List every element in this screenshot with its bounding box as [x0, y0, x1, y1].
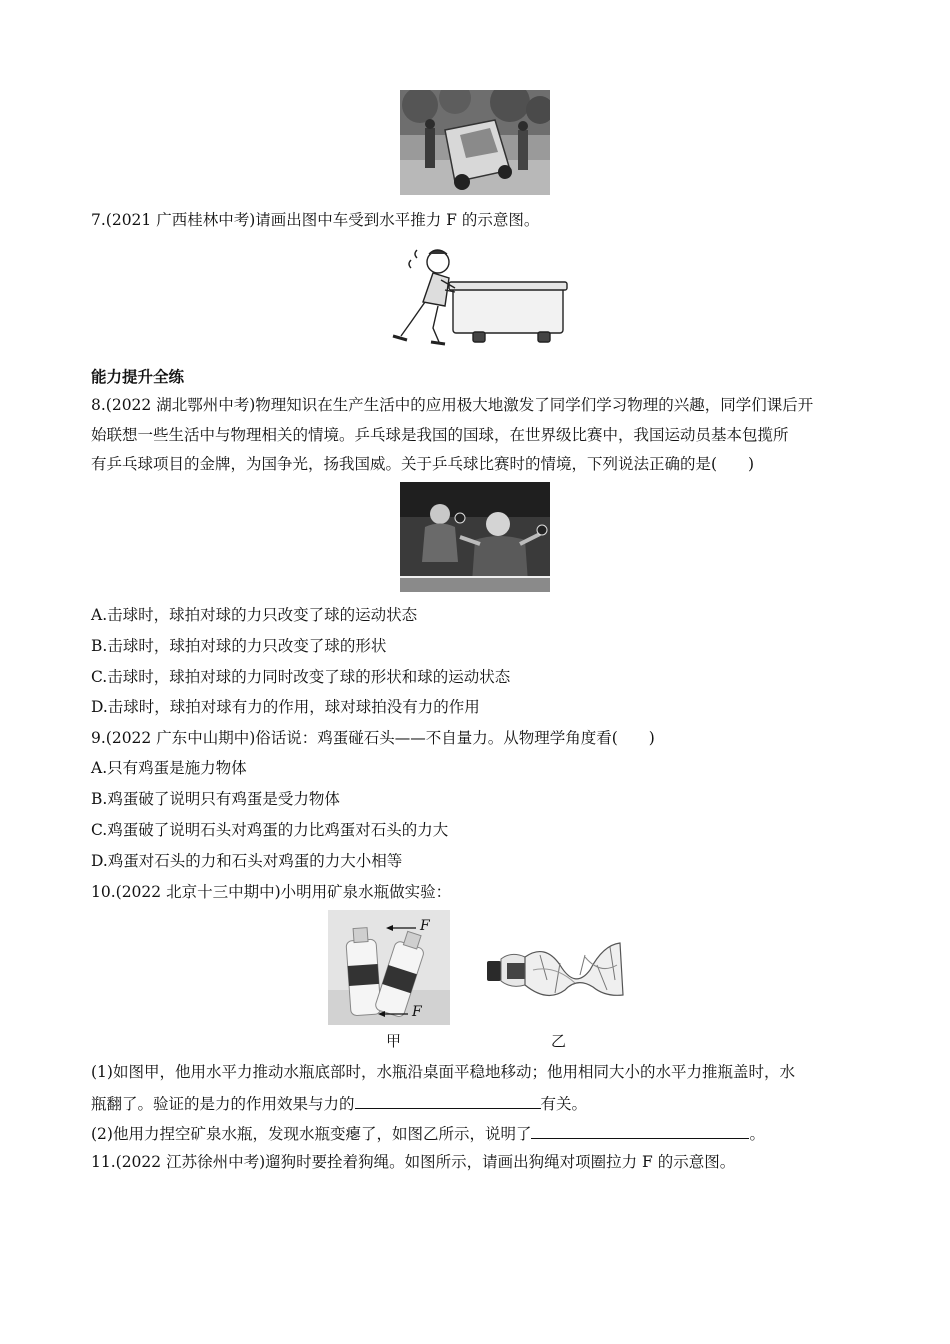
part-1-text-before-blank: 瓶翻了。验证的是力的作用效果与力的: [91, 1095, 355, 1113]
tricycle-photo: [400, 90, 550, 195]
answer-blank-1[interactable]: [355, 1092, 541, 1109]
question-9-option-a: A.只有鸡蛋是施力物体: [91, 759, 247, 777]
question-8-option-a: A.击球时，球拍对球的力只改变了球的运动状态: [91, 606, 418, 624]
water-bottles-figure-jia: [328, 910, 450, 1025]
caption-jia: 甲: [386, 1032, 402, 1050]
question-8-option-d: D.击球时，球拍对球有力的作用，球对球拍没有力的作用: [91, 698, 480, 716]
question-8-option-c: C.击球时，球拍对球的力同时改变了球的形状和球的运动状态: [91, 668, 511, 686]
question-8-option-b: B.击球时，球拍对球的力只改变了球的形状: [91, 637, 387, 655]
question-9-option-b: B.鸡蛋破了说明只有鸡蛋是受力物体: [91, 790, 340, 808]
question-10-part-1-line-1: (1)如图甲，他用水平力推动水瓶底部时，水瓶沿桌面平稳地移动；他用相同大小的水平力推瓶盖时，水: [91, 1063, 795, 1081]
answer-blank-2[interactable]: [531, 1122, 749, 1139]
question-8-line-2: 始联想一些生活中与物理相关的情境。乒乓球是我国的国球，在世界级比赛中，我国运动员基本包揽所: [91, 426, 789, 444]
question-10-part-2: [91, 1122, 765, 1144]
crushed-bottle-figure-yi: [485, 935, 625, 1003]
question-8-line-3: 有乒乓球项目的金牌，为国争光，扬我国威。关于乒乓球比赛时的情境，下列说法正确的是( ): [91, 455, 755, 473]
section-title: 能力提升全练: [91, 368, 185, 386]
question-9: 9.(2022 广东中山期中)俗话说：鸡蛋碰石头——不自量力。从物理学角度看( ): [91, 729, 655, 747]
question-9-option-c: C.鸡蛋破了说明石头对鸡蛋的力比鸡蛋对石头的力大: [91, 821, 449, 839]
question-10: 10.(2022 北京十三中期中)小明用矿泉水瓶做实验：: [91, 883, 452, 901]
boy-pushing-cart-figure: [383, 240, 568, 348]
question-9-option-d: D.鸡蛋对石头的力和石头对鸡蛋的力大小相等: [91, 852, 403, 870]
question-8-line-1: 8.(2022 湖北鄂州中考)物理知识在生产生活中的应用极大地激发了同学们学习物理的兴趣，同学们课后开: [91, 396, 814, 414]
question-11: 11.(2022 江苏徐州中考)遛狗时要拴着狗绳。如图所示，请画出狗绳对项圈拉力 F 的示意图。: [91, 1153, 736, 1171]
question-7: 7.(2021 广西桂林中考)请画出图中车受到水平推力 F 的示意图。: [91, 211, 540, 229]
force-label-top: F: [420, 918, 430, 934]
caption-yi: 乙: [551, 1032, 567, 1050]
table-tennis-photo: [400, 482, 550, 592]
part-2-text-before-blank: (2)他用力捏空矿泉水瓶，发现水瓶变瘪了，如图乙所示，说明了: [91, 1125, 532, 1143]
part-1-text-after-blank: 有关。: [540, 1095, 588, 1113]
force-label-bottom: F: [412, 1004, 422, 1020]
part-2-text-after-blank: 。: [749, 1125, 765, 1143]
question-10-part-1-line-2: [91, 1092, 587, 1114]
